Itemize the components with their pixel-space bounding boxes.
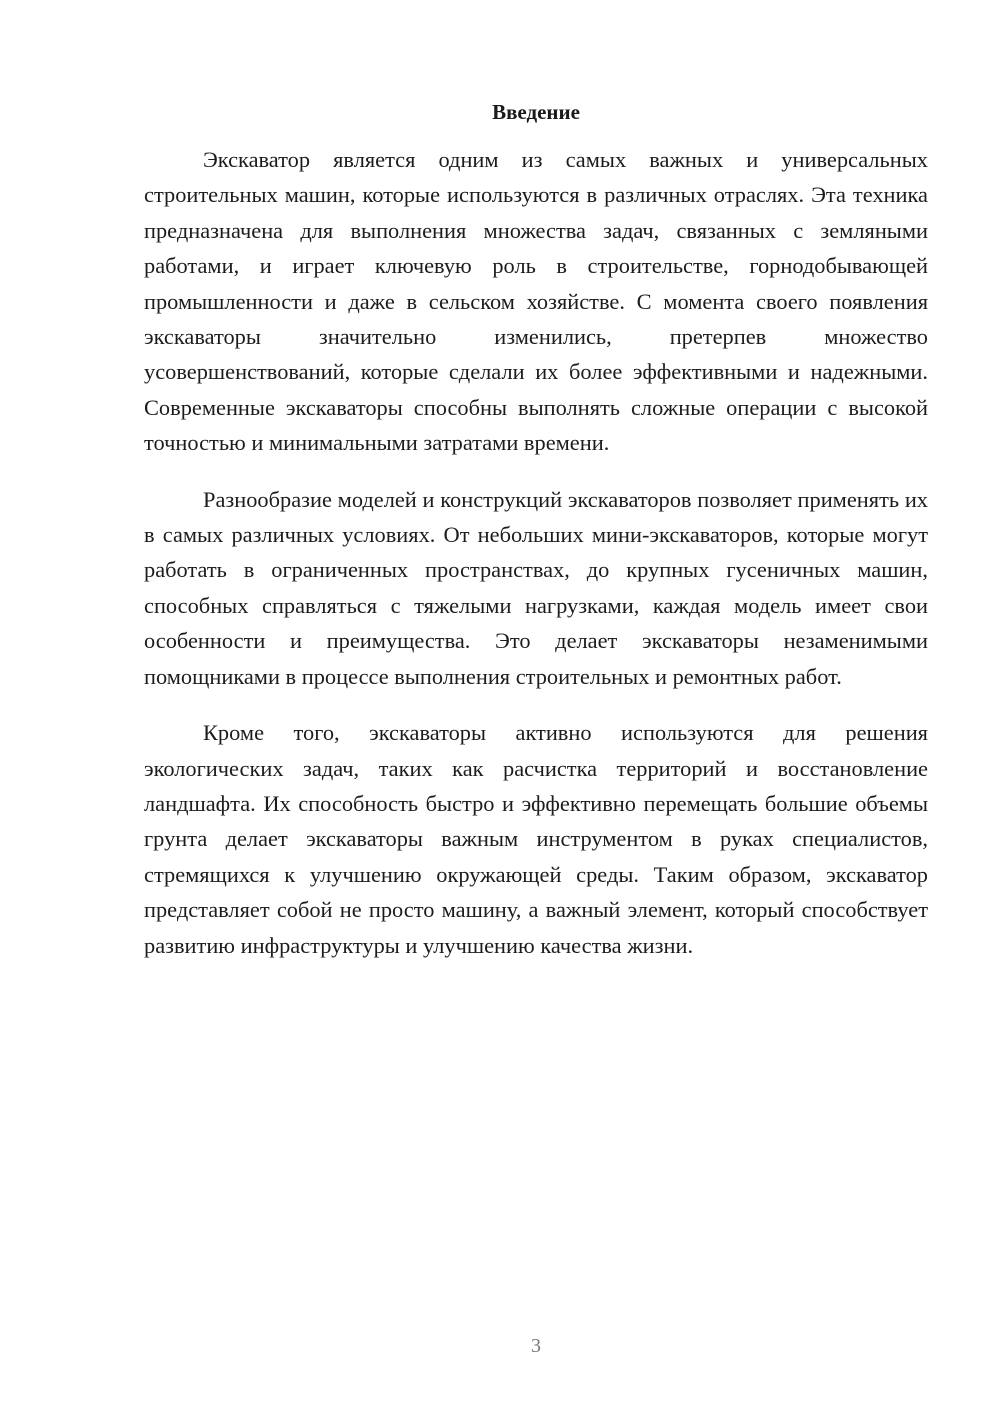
paragraph-2: Разнообразие моделей и конструкций экскаваторов позволяет применять их в самых различных условиях. От небольших мини-экскаваторов, которые могут работать в ограниченных пространствах, до крупных гусеничных машин, способных справляться с тяжелыми нагрузками, каждая модель имеет свои особенности и преимущества. Это делает экскаваторы незаменимыми помощниками в процессе выполнения строительных и ремонтных работ. xyxy=(144,486,928,689)
section-heading: Введение xyxy=(492,100,580,124)
page-number: 3 xyxy=(531,1335,541,1357)
body-text xyxy=(144,142,928,984)
paragraph-3: Кроме того, экскаваторы активно используются для решения экологических задач, таких как расчистка территорий и восстановление ландшафта. Их способность быстро и эффективно перемещать большие объемы грунта делает экскаваторы важным инструментом в руках специалистов, стремящихся к улучшению окружающей среды. Таким образом, экскаватор представляет собой не просто машину, а важный элемент, который способствует развитию инфраструктуры и улучшению качества жизни. xyxy=(144,720,928,958)
paragraph-1: Экскаватор является одним из самых важных и универсальных строительных машин, которые используются в различных отраслях. Эта техника предназначена для выполнения множества задач, связанных с земляными работами, и играет ключевую роль в строительстве, горнодобывающей промышленности и даже в сельском хозяйстве. С момента своего появления экскаваторы значительно изменились, претерпев множество усовершенствований, которые сделали их более эффективными и надежными. Современные экскаваторы способны выполнять сложные операции с высокой точностью и минимальными затратами времени. xyxy=(144,147,928,456)
